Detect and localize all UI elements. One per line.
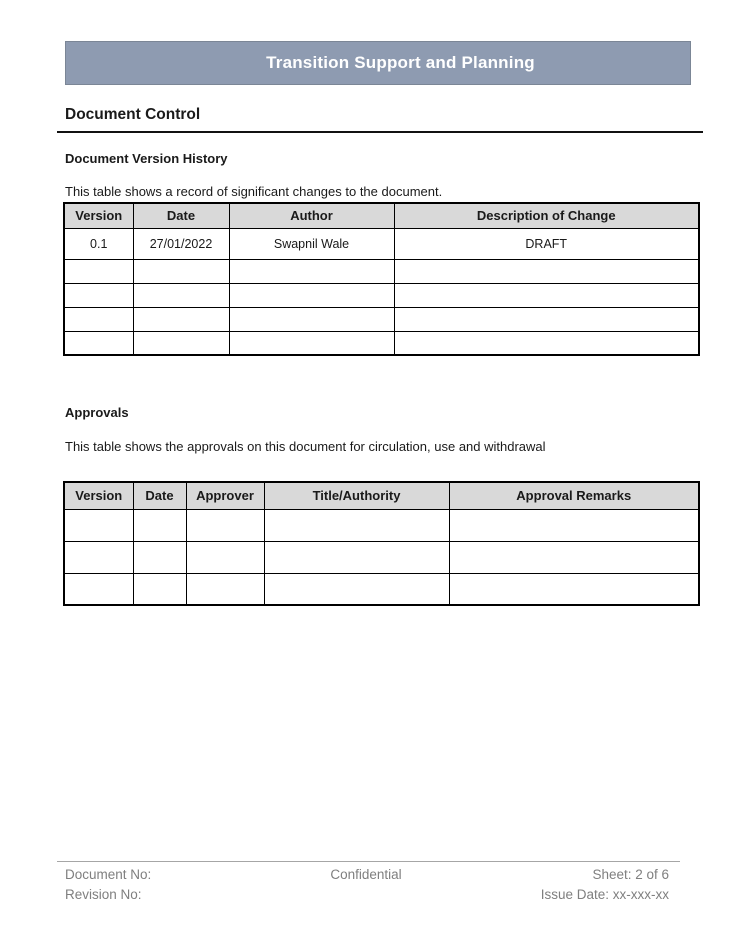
approvals-heading: Approvals (65, 405, 129, 420)
table-cell (229, 331, 394, 355)
approvals-intro: This table shows the approvals on this document for circulation, use and withdrawal (65, 439, 546, 454)
table-cell (133, 573, 186, 605)
table-cell (229, 283, 394, 307)
page-footer (57, 865, 675, 905)
table-row (64, 228, 699, 259)
table-cell (133, 509, 186, 541)
table-cell (133, 259, 229, 283)
title-banner (65, 41, 691, 85)
version-history-table (63, 202, 700, 356)
table-cell (229, 259, 394, 283)
footer-sheet: Sheet: 2 of 6 (592, 867, 669, 882)
column-header: Title/Authority (264, 482, 449, 509)
table-cell (229, 307, 394, 331)
footer-spacer (263, 885, 469, 905)
table-cell (64, 509, 133, 541)
table-cell (394, 259, 699, 283)
table-cell (264, 509, 449, 541)
table-row (64, 331, 699, 355)
footer-document-no: Document No: (65, 867, 152, 882)
column-header: Date (133, 203, 229, 228)
column-header: Approval Remarks (449, 482, 699, 509)
table-cell (133, 541, 186, 573)
table-cell (64, 283, 133, 307)
table-cell (64, 541, 133, 573)
table-cell (394, 307, 699, 331)
table-row (64, 573, 699, 605)
column-header: Author (229, 203, 394, 228)
table-row (64, 307, 699, 331)
table-cell: 0.1 (64, 228, 133, 259)
column-header: Approver (186, 482, 264, 509)
table-row (64, 509, 699, 541)
table-cell (64, 573, 133, 605)
version-history-heading: Document Version History (65, 151, 228, 166)
table-cell (394, 283, 699, 307)
table-cell (186, 573, 264, 605)
table-cell (449, 541, 699, 573)
column-header: Version (64, 203, 133, 228)
column-header: Version (64, 482, 133, 509)
table-cell: Swapnil Wale (229, 228, 394, 259)
table-cell (133, 307, 229, 331)
table-header-row (64, 482, 699, 509)
footer-divider (57, 861, 680, 862)
table-row (64, 259, 699, 283)
column-header: Date (133, 482, 186, 509)
table-cell (133, 283, 229, 307)
table-header-row (64, 203, 699, 228)
approvals-table (63, 481, 700, 606)
version-history-intro: This table shows a record of significant changes to the document. (65, 184, 443, 199)
table-cell (449, 509, 699, 541)
table-cell: DRAFT (394, 228, 699, 259)
table-cell (64, 307, 133, 331)
table-cell (186, 541, 264, 573)
table-cell (264, 541, 449, 573)
table-cell: 27/01/2022 (133, 228, 229, 259)
table-row (64, 541, 699, 573)
table-cell (264, 573, 449, 605)
table-cell (394, 331, 699, 355)
table-row (64, 283, 699, 307)
table-cell (64, 331, 133, 355)
column-header: Description of Change (394, 203, 699, 228)
page-title: Transition Support and Planning (266, 53, 535, 72)
footer-confidential: Confidential (330, 867, 402, 882)
table-cell (133, 331, 229, 355)
footer-revision-no: Revision No: (65, 887, 142, 902)
table-cell (64, 259, 133, 283)
table-cell (449, 573, 699, 605)
document-control-heading-rule (57, 106, 703, 133)
document-control-heading: Document Control (65, 106, 201, 123)
footer-issue-date: Issue Date: xx-xxx-xx (540, 887, 669, 902)
table-cell (186, 509, 264, 541)
